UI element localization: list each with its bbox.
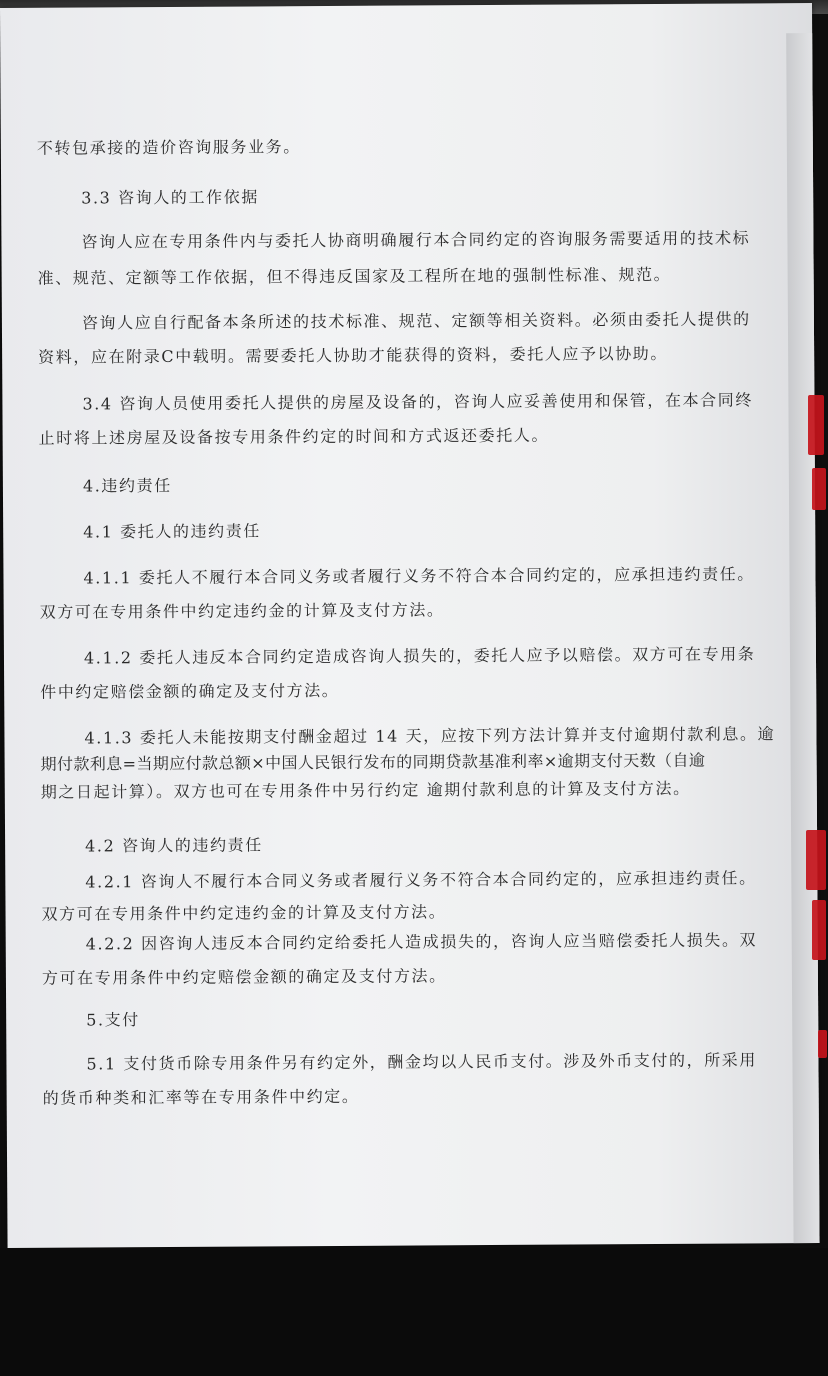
seal-stamp-fragment-4 — [812, 900, 826, 960]
section-heading: 4.2 咨询人的违约责任 — [85, 835, 263, 856]
text-line: 咨询人应在专用条件内与委托人协商明确履行本合同约定的咨询服务需要适用的技术标 — [81, 228, 751, 252]
text-line: 准、规范、定额等工作依据，但不得违反国家及工程所在地的强制性标准、规范。 — [37, 264, 672, 288]
section-heading: 5.支付 — [86, 1010, 140, 1030]
text-line: 方可在专用条件中约定赔偿金额的确定及支付方法。 — [41, 966, 447, 988]
section-heading: 3.3 咨询人的工作依据 — [81, 187, 259, 208]
text-line: 4.2.1 咨询人不履行本合同义务或者履行义务不符合本合同约定的，应承担违约责任。 — [85, 868, 757, 892]
text-line: 件中约定赔偿金额的确定及支付方法。 — [40, 680, 340, 702]
seal-stamp-fragment-5 — [818, 1030, 827, 1058]
dark-background — [0, 1248, 828, 1376]
text-line: 不转包承接的造价咨询服务业务。 — [36, 137, 301, 158]
section-heading: 4.违约责任 — [82, 475, 172, 496]
section-heading: 4.1 委托人的违约责任 — [83, 521, 261, 542]
text-line: 5.1 支付货币除专用条件另有约定外，酬金均以人民币支付。涉及外币支付的，所采用 — [86, 1050, 758, 1074]
text-line: 咨询人应自行配备本条所述的技术标准、规范、定额等相关资料。必须由委托人提供的 — [81, 309, 751, 333]
text-line: 4.1.3 委托人未能按期支付酬金超过 14 天，应按下列方法计算并支付逾期付款利息。逾 — [84, 724, 776, 748]
text-line: 资料，应在附录C中载明。需要委托人协助才能获得的资料，委托人应予以协助。 — [38, 343, 669, 367]
text-line: 4.1.2 委托人违反本合同约定造成咨询人损失的，委托人应予以赔偿。双方可在专用条 — [83, 644, 756, 668]
text-line: 止时将上述房屋及设备按专用条件约定的时间和方式返还委托人。 — [38, 425, 550, 448]
page-edge-shadow — [786, 33, 819, 1243]
text-line: 的货币种类和汇率等在专用条件中约定。 — [42, 1086, 360, 1108]
text-line: 4.1.1 委托人不履行本合同义务或者履行义务不符合本合同约定的，应承担违约责任。 — [83, 564, 755, 588]
seal-stamp-fragment-1 — [808, 395, 824, 455]
seal-stamp-fragment-2 — [812, 468, 826, 510]
text-line: 双方可在专用条件中约定违约金的计算及支付方法。 — [39, 600, 445, 622]
text-line: 4.2.2 因咨询人违反本合同约定给委托人造成损失的，咨询人应当赔偿委托人损失。双 — [85, 930, 758, 954]
text-line: 期付款利息=当期应付款总额×中国人民银行发布的同期贷款基准利率×逾期支付天数（自逾 — [40, 750, 706, 774]
text-line: 双方可在专用条件中约定违约金的计算及支付方法。 — [41, 902, 447, 924]
text-line: 期之日起计算）。双方也可在专用条件中另行约定 逾期付款利息的计算及支付方法。 — [40, 778, 691, 802]
seal-stamp-fragment-3 — [806, 830, 826, 890]
document-page — [0, 3, 820, 1248]
text-line: 3.4 咨询人员使用委托人提供的房屋及设备的，咨询人应妥善使用和保管，在本合同终 — [82, 390, 754, 414]
